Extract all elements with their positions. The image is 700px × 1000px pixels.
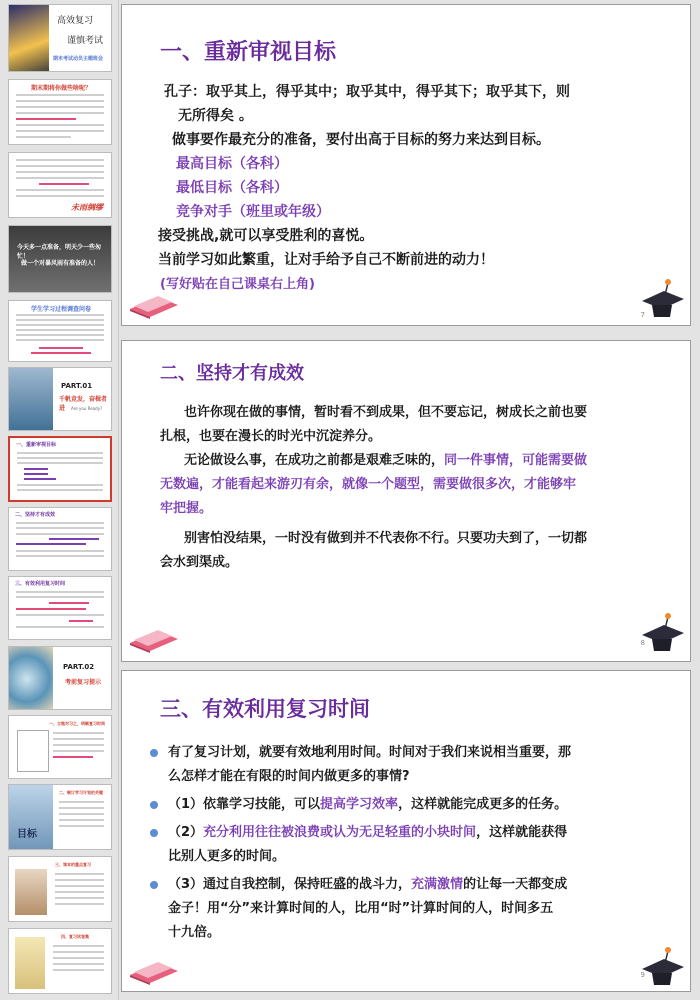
thumb-title: 二、制订学习计划的关键: [59, 790, 103, 795]
thumb-footer: 期末考试动员主题班会: [53, 56, 104, 62]
bullet-text: ，这样就能完成更多的任务。: [398, 797, 568, 812]
graduation-cap-icon: [638, 945, 686, 989]
slide-thumb-8[interactable]: [8, 507, 112, 571]
slide-thumb-6[interactable]: [8, 367, 112, 431]
bullet-text: （2）: [168, 825, 204, 840]
thumb-title: 学生学习过程调查问卷: [31, 306, 92, 313]
bullet-item-cont: 比别人更多的时间。: [168, 849, 286, 864]
body-line: 接受挑战,就可以享受胜利的喜悦。: [158, 228, 374, 244]
note-line: (写好贴在自己课桌右上角): [160, 277, 315, 292]
thumb-title: 一、重新审视目标: [16, 442, 57, 448]
page-number: 7: [640, 311, 645, 319]
bullet-item-cont: 金子！用“分”来计算时间的人，比用“时”计算时间的人，时间多五: [168, 901, 554, 916]
thumb-sailboats-image: [9, 368, 53, 431]
slide-thumb-5[interactable]: [8, 300, 112, 362]
bullet-dot: [150, 829, 158, 837]
highlight-text: 充满激情: [411, 877, 464, 892]
thumb-title: 三、有效利用复习时间: [15, 581, 66, 587]
body-line: 做事要作最充分的准备，要付出高于目标的努力来达到目标。: [172, 132, 550, 148]
paragraph-line: 别害怕没结果，一时没有做到并不代表你不行。只要功夫到了，一切都: [184, 531, 588, 546]
slide-title: 三、有效利用复习时间: [160, 697, 370, 721]
bullet-text: 有了复习计划，就要有效地利用时间。时间对于我们来说相当重要，那: [168, 745, 572, 760]
paragraph-line: 也许你现在做的事情，暂时看不到成果，但不要忘记，树成长之前也要: [184, 405, 588, 420]
bullet-text: （3）通过自我控制，保持旺盛的战斗力，: [168, 877, 412, 892]
graduation-cap-icon: [638, 611, 686, 655]
goal-lowest: 最低目标（各科）: [176, 180, 288, 196]
bullet-text: （1）依靠学习技能，可以: [168, 797, 321, 812]
bullet-text: 的让每一天都变成: [463, 877, 568, 892]
slide-7[interactable]: [121, 4, 691, 326]
slide-thumb-2[interactable]: [8, 79, 112, 145]
slide-thumb-1[interactable]: [8, 4, 112, 72]
slide-8[interactable]: [121, 340, 691, 662]
highlight-line: 无数遍，才能看起来游刃有余，就像一个题型，需要做很多次，才能够牢: [160, 477, 577, 492]
thumb-title: 高效复习: [57, 16, 94, 26]
bullet-item-cont: 么怎样才能在有限的时间内做更多的事情?: [168, 769, 410, 784]
goal-highest: 最高目标（各科）: [176, 156, 288, 172]
slide-thumb-7[interactable]: [8, 436, 112, 502]
highlight-text: 提高学习效率: [320, 797, 399, 812]
thumb-notes-image: [15, 937, 45, 989]
bullet-item: [150, 873, 567, 892]
book-icon: [128, 625, 180, 653]
highlight-line: 牢把握。: [160, 501, 213, 516]
thumb-sub: 千帆竞发，奋楫者进: [59, 396, 108, 412]
slide-thumb-12[interactable]: [8, 784, 112, 850]
paragraph-line: 扎根，也要在漫长的时光中沉淀养分。: [160, 429, 382, 444]
thumb-title: 二、坚持才有成效: [15, 512, 56, 518]
thumb-title: 三、课本的重点复习: [55, 862, 91, 867]
slide-thumb-10[interactable]: [8, 646, 112, 710]
thumb-heading: PART.01: [61, 382, 93, 390]
bullet-dot: [150, 881, 158, 889]
thumb-text: 做一个对暴风雨有准备的人！: [21, 260, 100, 267]
thumb-title: 谨慎考试: [67, 36, 104, 46]
thumb-word: 目标: [17, 829, 37, 840]
paragraph-line: 会水到渠成。: [160, 555, 239, 570]
thumb-cover-image: [9, 5, 49, 72]
thumb-diagram: [17, 730, 49, 772]
slide-thumb-13[interactable]: [8, 856, 112, 922]
bullet-item: [150, 793, 567, 812]
bullet-dot: [150, 749, 158, 757]
slide-thumb-4[interactable]: [8, 225, 112, 293]
quote-line: 孔子：取乎其上，得乎其中；取乎其中，得乎其下；取乎其下，则: [164, 84, 570, 100]
thumb-target-image: [9, 785, 53, 850]
slide-9[interactable]: [121, 670, 691, 992]
thumb-title: 四、复习试卷集: [61, 934, 89, 939]
thumb-wave-image: [9, 647, 53, 710]
page-number: 8: [640, 639, 645, 647]
thumb-stamp: 未雨绸缪: [71, 203, 103, 212]
thumb-sub: 考前复习提示: [65, 679, 102, 686]
thumb-text: 今天多一点准备，明天少一些匆忙！: [17, 244, 102, 260]
bullet-item: [150, 741, 571, 760]
body-line: 当前学习如此繁重，让对手给予自己不断前进的动力！: [158, 252, 494, 268]
slide-thumbnail-rail[interactable]: [0, 0, 119, 1000]
thumb-title: 期末期将你做些啥呢？: [31, 85, 92, 92]
slide-thumb-14[interactable]: [8, 928, 112, 994]
rival: 竞争对手（班里或年级）: [176, 204, 330, 220]
plain-text: 无论做设么事，在成功之前都是艰难乏味的，: [184, 453, 445, 468]
slide-thumb-3[interactable]: [8, 152, 112, 218]
bullet-item-cont: 十九倍。: [168, 925, 221, 940]
bullet-dot: [150, 801, 158, 809]
bullet-item: [150, 821, 567, 840]
thumb-heading: PART.02: [63, 663, 95, 671]
page-number: 9: [640, 971, 645, 979]
slide-thumb-9[interactable]: [8, 576, 112, 640]
paragraph-line: [184, 449, 587, 468]
highlight-text: 同一件事情，可能需要做: [444, 453, 588, 468]
thumb-note: Are you Ready?: [71, 406, 103, 411]
highlight-text: 充分利用往往被浪费或认为无足轻重的小块时间: [203, 825, 477, 840]
slide-title: 一、重新审视目标: [160, 40, 337, 65]
slide-title: 二、坚持才有成效: [160, 363, 304, 384]
slide-thumb-11[interactable]: [8, 715, 112, 779]
thumb-books-image: [15, 869, 47, 915]
graduation-cap-icon: [638, 277, 686, 321]
book-icon: [128, 291, 180, 319]
bullet-text: ，这样就能获得: [476, 825, 568, 840]
quote-line: 无所得矣 。: [178, 108, 253, 124]
thumb-title: 一、立楷对习之，明晰复习时间: [49, 721, 105, 726]
book-icon: [128, 957, 180, 985]
